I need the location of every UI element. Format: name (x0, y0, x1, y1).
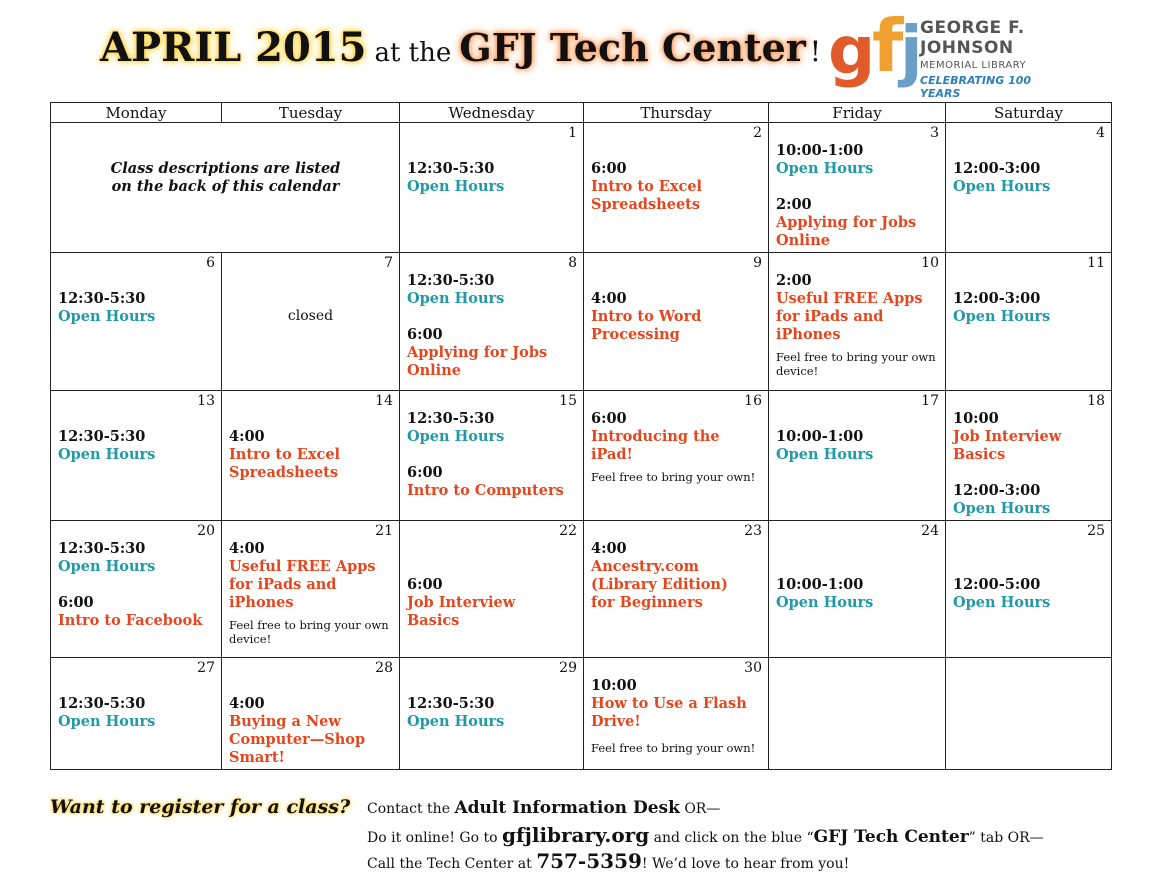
day-cell-16 (584, 391, 769, 521)
logo-line-3: MEMORIAL LIBRARY (920, 60, 1027, 71)
event-class-title: iPad! (591, 446, 633, 463)
day-number: 4 (1096, 125, 1105, 141)
footer-line-2: Do it online! Go to gfjlibrary.org and click on the blue “GFJ Tech Center” tab OR— (367, 823, 1044, 847)
event-time: 2:00 (776, 196, 812, 213)
day-cell-24 (769, 521, 946, 658)
day-cell-17 (769, 391, 946, 521)
event-open-hours: Open Hours (953, 500, 1051, 517)
day-number: 28 (375, 660, 393, 676)
day-number: 9 (753, 255, 762, 271)
event-open-hours: Open Hours (776, 160, 874, 177)
event-class-title: Intro to Facebook (58, 612, 203, 629)
event-class-title: Online (776, 232, 830, 249)
event-class-title: for iPads and (776, 308, 884, 325)
event-class-title: Useful FREE Apps (229, 558, 376, 575)
day-cell-15 (400, 391, 584, 521)
event-note: Feel free to bring your own! (591, 470, 756, 484)
event-time: 4:00 (229, 695, 265, 712)
day-number: 15 (559, 393, 577, 409)
event-class-title: Intro to Excel (229, 446, 341, 463)
week-row-1 (51, 123, 1112, 253)
event-open-hours: Open Hours (407, 428, 505, 445)
closed-label: closed (287, 308, 334, 324)
event-class-title: Buying a New (229, 713, 341, 730)
event-time: 4:00 (591, 540, 627, 557)
event-class-title: How to Use a Flash (591, 695, 747, 712)
adult-information-desk: Adult Information Desk (454, 798, 680, 818)
day-cell-20 (51, 521, 222, 658)
event-time: 12:30-5:30 (407, 410, 495, 427)
event-class-title: Intro to Word (591, 308, 702, 325)
event-time: 12:00-3:00 (953, 482, 1041, 499)
calendar-grid (50, 102, 1112, 770)
empty-cell (946, 658, 1112, 770)
footer-line-1: Contact the Adult Information Desk OR— (367, 798, 721, 818)
title-exclamation: ! (809, 35, 822, 68)
event-class-title: Smart! (229, 749, 285, 766)
logo-letter-f: f (872, 4, 904, 88)
register-question: Want to register for a class? (50, 796, 351, 818)
event-class-title: iPhones (776, 326, 841, 343)
event-open-hours: Open Hours (407, 713, 505, 730)
day-number: 23 (744, 523, 762, 539)
event-time: 12:30-5:30 (407, 272, 495, 289)
event-class-title: Ancestry.com (591, 558, 699, 575)
week-row-3 (51, 391, 1112, 521)
day-number: 11 (1087, 255, 1105, 271)
day-number: 2 (753, 125, 762, 141)
logo-line-2: JOHNSON (920, 38, 1014, 58)
day-cell-18 (946, 391, 1112, 521)
day-number: 30 (744, 660, 762, 676)
event-time: 6:00 (591, 160, 627, 177)
title-month: APRIL 2015 (100, 24, 367, 71)
event-class-title: Applying for Jobs (407, 344, 548, 361)
logo-line-4: CELEBRATING 100 YEARS (920, 74, 1032, 100)
event-class-title: Basics (953, 446, 1006, 463)
event-time: 10:00 (953, 410, 999, 427)
day-cell-25 (946, 521, 1112, 658)
event-time: 10:00-1:00 (776, 142, 864, 159)
day-cell-6 (51, 253, 222, 391)
event-class-title: Introducing the (591, 428, 720, 445)
logo-letter-j: j (900, 12, 923, 89)
event-class-title: Job Interview (407, 594, 516, 611)
event-note: Feel free to bring your own! (591, 741, 756, 755)
tech-center-tab-name: GFJ Tech Center (813, 827, 969, 847)
day-cell-8 (400, 253, 584, 391)
event-open-hours: Open Hours (776, 446, 874, 463)
day-cell-10 (769, 253, 946, 391)
calendar-title (100, 24, 821, 80)
day-cell-4 (946, 123, 1112, 253)
event-class-title: Job Interview (953, 428, 1062, 445)
event-time: 12:30-5:30 (58, 540, 146, 557)
day-number: 29 (559, 660, 577, 676)
event-time: 12:00-5:00 (953, 576, 1041, 593)
event-class-title: Intro to Excel (591, 178, 703, 195)
day-cell-1 (400, 123, 584, 253)
event-class-title: Online (407, 362, 461, 379)
day-cell-29 (400, 658, 584, 770)
event-time: 12:00-3:00 (953, 290, 1041, 307)
event-time: 4:00 (591, 290, 627, 307)
library-logo (828, 4, 1050, 100)
event-open-hours: Open Hours (58, 558, 156, 575)
event-time: 4:00 (229, 428, 265, 445)
day-cell-22 (400, 521, 584, 658)
day-number: 3 (930, 125, 939, 141)
event-class-title: Drive! (591, 713, 641, 730)
event-open-hours: Open Hours (58, 446, 156, 463)
weekday-monday: Monday (51, 103, 222, 123)
event-class-title: (Library Edition) (591, 576, 728, 593)
event-open-hours: Open Hours (58, 713, 156, 730)
week-row-4 (51, 521, 1112, 658)
phone-number: 757-5359 (536, 849, 642, 873)
event-class-title: Applying for Jobs (776, 214, 917, 231)
day-cell-13 (51, 391, 222, 521)
weekday-friday: Friday (769, 103, 946, 123)
day-number: 24 (921, 523, 939, 539)
day-number: 17 (921, 393, 939, 409)
day-cell-7 (222, 253, 400, 391)
week-row-5 (51, 658, 1112, 770)
class-description-cell (51, 123, 400, 253)
day-cell-21 (222, 521, 400, 658)
event-open-hours: Open Hours (953, 178, 1051, 195)
event-class-title: iPhones (229, 594, 294, 611)
day-number: 6 (206, 255, 215, 271)
event-time: 12:30-5:30 (58, 695, 146, 712)
day-number: 27 (197, 660, 215, 676)
website-link[interactable]: gfjlibrary.org (502, 823, 650, 847)
event-time: 12:30-5:30 (407, 695, 495, 712)
class-description-note: Class descriptions are listed on the back of this calendar (110, 160, 341, 195)
event-class-title: Useful FREE Apps (776, 290, 923, 307)
day-number: 8 (568, 255, 577, 271)
event-class-title: Basics (407, 612, 460, 629)
day-cell-3 (769, 123, 946, 253)
day-cell-9 (584, 253, 769, 391)
weekday-thursday: Thursday (584, 103, 769, 123)
weekday-saturday: Saturday (946, 103, 1112, 123)
day-cell-11 (946, 253, 1112, 391)
title-center-name: GFJ Tech Center (459, 25, 806, 70)
event-time: 10:00-1:00 (776, 576, 864, 593)
event-time: 4:00 (229, 540, 265, 557)
day-cell-30 (584, 658, 769, 770)
event-note: Feel free to bring your own device! (229, 618, 389, 646)
event-time: 12:30-5:30 (58, 428, 146, 445)
weekday-wednesday: Wednesday (400, 103, 584, 123)
event-note: Feel free to bring your own device! (776, 350, 936, 378)
footer-line-3: Call the Tech Center at 757-5359! We’d love to hear from you! (367, 849, 850, 873)
event-class-title: for iPads and (229, 576, 337, 593)
day-cell-28 (222, 658, 400, 770)
weekday-header-row (51, 103, 1112, 123)
day-number: 22 (559, 523, 577, 539)
event-time: 6:00 (407, 464, 443, 481)
empty-cell (769, 658, 946, 770)
day-number: 14 (375, 393, 393, 409)
day-number: 21 (375, 523, 393, 539)
event-open-hours: Open Hours (776, 594, 874, 611)
event-open-hours: Open Hours (58, 308, 156, 325)
week-row-2 (51, 253, 1112, 391)
event-class-title: Computer—Shop (229, 731, 366, 748)
event-class-title: Processing (591, 326, 680, 343)
event-class-title: Spreadsheets (229, 464, 339, 481)
event-time: 12:30-5:30 (58, 290, 146, 307)
event-time: 6:00 (58, 594, 94, 611)
event-open-hours: Open Hours (953, 594, 1051, 611)
event-time: 10:00-1:00 (776, 428, 864, 445)
title-at-the: at the (374, 38, 452, 68)
event-class-title: Intro to Computers (407, 482, 564, 499)
event-time: 2:00 (776, 272, 812, 289)
weekday-tuesday: Tuesday (222, 103, 400, 123)
day-number: 16 (744, 393, 762, 409)
day-number: 25 (1087, 523, 1105, 539)
event-class-title: Spreadsheets (591, 196, 701, 213)
event-time: 12:00-3:00 (953, 160, 1041, 177)
event-time: 6:00 (407, 326, 443, 343)
event-class-title: for Beginners (591, 594, 703, 611)
day-number: 7 (384, 255, 393, 271)
logo-letter-g: g (828, 12, 876, 89)
event-time: 12:30-5:30 (407, 160, 495, 177)
day-number: 10 (921, 255, 939, 271)
day-cell-27 (51, 658, 222, 770)
day-number: 20 (197, 523, 215, 539)
day-cell-14 (222, 391, 400, 521)
day-number: 18 (1087, 393, 1105, 409)
event-open-hours: Open Hours (407, 178, 505, 195)
event-open-hours: Open Hours (953, 308, 1051, 325)
day-cell-2 (584, 123, 769, 253)
event-open-hours: Open Hours (407, 290, 505, 307)
logo-line-1: GEORGE F. (920, 18, 1025, 38)
day-number: 1 (568, 125, 577, 141)
day-number: 13 (197, 393, 215, 409)
event-time: 6:00 (591, 410, 627, 427)
event-time: 10:00 (591, 677, 637, 694)
day-cell-23 (584, 521, 769, 658)
event-time: 6:00 (407, 576, 443, 593)
